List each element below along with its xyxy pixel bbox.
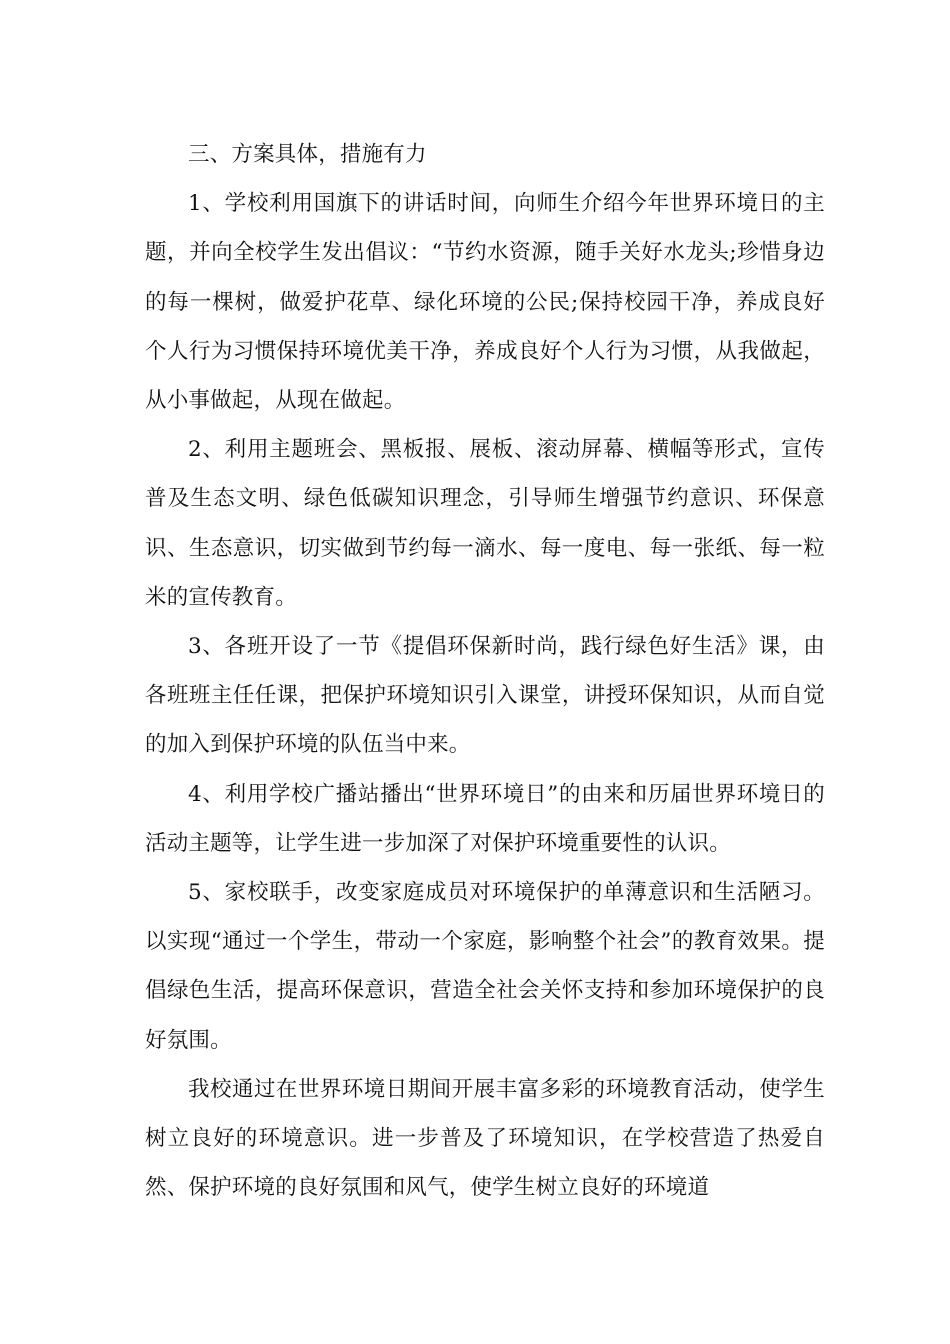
paragraph-2: 2、利用主题班会、黑板报、展板、滚动屏幕、横幅等形式，宣传普及生态文明、绿色低碳知识理念，引导师生增强节约意识、环保意识、生态意识，切实做到节约每一滴水、每一度电、每一张纸、每一粒米的宣传教育。 [145, 437, 825, 610]
document-body [145, 130, 825, 1212]
paragraph-summary: 我校通过在世界环境日期间开展丰富多彩的环境教育活动，使学生树立良好的环境意识。进一步普及了环境知识，在学校营造了热爱自然、保护环境的良好氛围和风气，使学生树立良好的环境道 [145, 1076, 825, 1201]
paragraph-4: 4、利用学校广播站播出“世界环境日”的由来和历届世界环境日的活动主题等，让学生进一步加深了对保护环境重要性的认识。 [145, 781, 825, 856]
paragraph-3: 3、各班开设了一节《提倡环保新时尚，践行绿色好生活》课，由各班班主任任课，把保护环境知识引入课堂，讲授环保知识，从而自觉的加入到保护环境的队伍当中来。 [145, 634, 825, 758]
paragraph-5: 5、家校联手，改变家庭成员对环境保护的单薄意识和生活陋习。以实现“通过一个学生，带动一个家庭，影响整个社会”的教育效果。提倡绿色生活，提高环保意识，营造全社会关怀支持和参加环境保护的良好氛围。 [145, 880, 825, 1053]
section-heading: 三、方案具体，措施有力 [188, 142, 427, 167]
paragraph-1: 1、学校利用国旗下的讲话时间，向师生介绍今年世界环境日的主题，并向全校学生发出倡议：“节约水资源，随手关好水龙头;珍惜身边的每一棵树，做爱护花草、绿化环境的公民;保持校园干净，养成良好个人行为习惯保持环境优美干净，养成良好个人行为习惯，从我做起，从小事做起，从现在做起。 [145, 191, 825, 414]
